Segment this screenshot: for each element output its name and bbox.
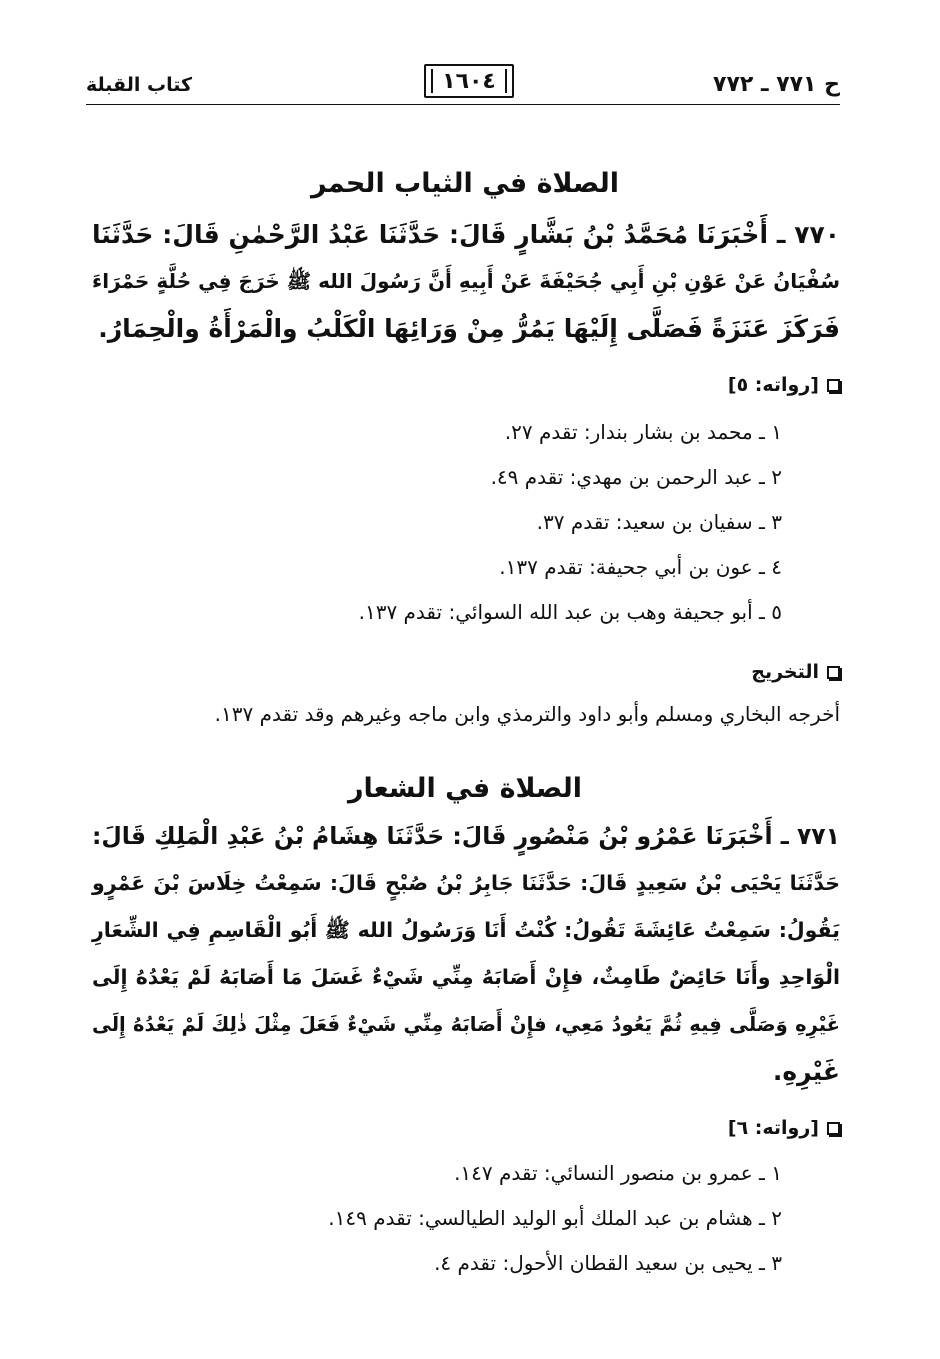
hadith-line: ٧٧٠ ـ أَخْبَرَنَا مُحَمَّدُ بْنُ بَشَّارٍ قَالَ: حَدَّثَنَا عَبْدُ الرَّحْمٰنِ قَالَ: حَدَّثَنَا	[92, 220, 840, 249]
narrator-item: ٢ ـ عبد الرحمن بن مهدي: تقدم ٤٩.	[490, 465, 782, 489]
narrators-heading	[728, 374, 840, 396]
hadith-line: ٧٧١ ـ أَخْبَرَنَا عَمْرُو بْنُ مَنْصُورٍ قَالَ: حَدَّثَنَا هِشَامُ بْنُ عَبْدِ الْمَلِكِ قَالَ:	[92, 822, 840, 850]
section-heading: الصلاة في الثياب الحمر	[310, 168, 620, 199]
hadith-771	[92, 813, 840, 1095]
takhrij-text: أخرجه البخاري ومسلم وأبو داود والترمذي وابن ماجه وغيرهم وقد تقدم ١٣٧.	[214, 702, 840, 726]
narrator-item: ٢ ـ هشام بن عبد الملك أبو الوليد الطيالسي: تقدم ١٤٩.	[328, 1206, 782, 1230]
narrators-label: [رواته: ٥]	[727, 374, 819, 396]
square-bullet-icon	[827, 379, 840, 392]
takhrij-label: التخريج	[751, 661, 819, 683]
hadith-line: الْوَاحِدِ وأَنَا حَائِضٌ طَامِثٌ، فإِنْ أَصَابَهُ مِنِّي شَيْءٌ غَسَلَ مَا أَصَابَهُ لَمْ يَعْدُهُ إِلَى	[92, 965, 840, 989]
hadith-line: غَيْرِهِ وَصَلَّى فِيهِ ثُمَّ يَعُودُ مَعِي، فإِنْ أَصَابَهُ مِنِّي شَيْءٌ فَعَلَ مِثْلَ ذٰلِكَ لَمْ يَعْدُهُ إِلَى	[92, 1013, 840, 1036]
square-bullet-icon	[827, 1122, 840, 1135]
section-heading: الصلاة في الشعار	[347, 773, 583, 804]
header-divider	[86, 104, 840, 105]
narrator-list	[328, 1151, 782, 1286]
hadith-line: حَدَّثَنَا يَحْيَى بْنُ سَعِيدٍ قَالَ: حَدَّثَنَا جَابِرُ بْنُ صُبْحٍ قَالَ: سَمِعْتُ خِلَاسَ بْنَ عَمْرٍو	[92, 871, 840, 895]
narrator-item: ٤ ـ عون بن أبي جحيفة: تقدم ١٣٧.	[499, 555, 782, 579]
square-bullet-icon	[827, 666, 840, 679]
narrator-item: ١ ـ عمرو بن منصور النسائي: تقدم ١٤٧.	[454, 1161, 782, 1185]
narrator-item: ٥ ـ أبو جحيفة وهب بن عبد الله السوائي: تقدم ١٣٧.	[358, 600, 782, 624]
hadith-line: غَيْرِهِ.	[772, 1057, 840, 1086]
narrator-item: ٣ ـ سفيان بن سعيد: تقدم ٣٧.	[536, 510, 782, 534]
hadith-770	[92, 211, 840, 352]
page-number: ١٦٠٤	[424, 64, 514, 98]
hadith-line: سُفْيَانُ عَنْ عَوْنِ بْنِ أَبِي جُحَيْفَةَ عَنْ أَبِيهِ أَنَّ رَسُولَ الله ﷺ خَرَجَ فِي حُلَّةٍ حَمْرَاءَ	[92, 269, 840, 293]
narrator-list	[359, 410, 782, 635]
page-header	[86, 64, 840, 108]
narrator-item: ٣ ـ يحيى بن سعيد القطان الأحول: تقدم ٤.	[434, 1251, 782, 1275]
narrators-label: [رواته: ٦]	[727, 1117, 819, 1139]
hadith-line: فَرَكَزَ عَنَزَةً فَصَلَّى إِلَيْهَا يَمُرُّ مِنْ وَرَائِهَا الْكَلْبُ والْمَرْأَةُ والْحِمَارُ.	[98, 314, 840, 343]
narrator-item: ١ ـ محمد بن بشار بندار: تقدم ٢٧.	[504, 420, 782, 444]
narrators-heading	[728, 1117, 840, 1139]
hadith-range: ح ٧٧١ ـ ٧٧٢	[713, 72, 840, 97]
takhrij-heading	[751, 661, 840, 683]
hadith-line: يَقُولُ: سَمِعْتُ عَائِشَةَ تَقُولُ: كُنْتُ أَنَا وَرَسُولُ الله ﷺ أَبُو الْقَاسِمِ فِي الشِّعَارِ	[92, 918, 840, 942]
book-title: كتاب القبلة	[86, 74, 193, 96]
